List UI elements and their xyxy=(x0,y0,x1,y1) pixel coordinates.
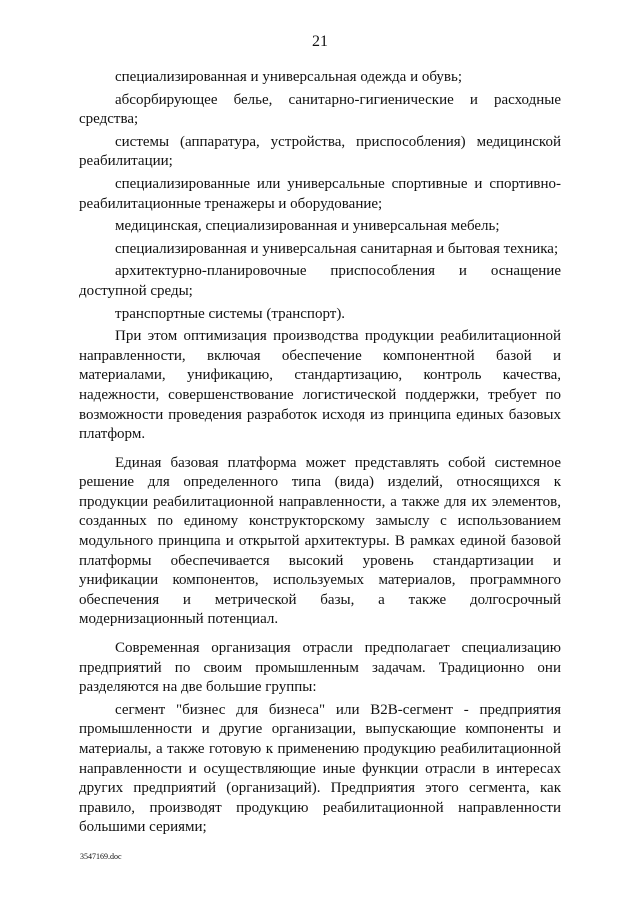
document-body xyxy=(79,68,561,838)
paragraph-trainers: специализированные или универсальные спортивные и спортивно-реабилитационные тренажеры и оборудование; xyxy=(79,175,561,212)
paragraph-transport: транспортные системы (транспорт). xyxy=(115,305,346,322)
paragraph-b2b-segment: сегмент "бизнес для бизнеса" или B2B-сегмент - предприятия промышленности и другие организации, выпускающие компоненты и материалы, а также готовую к применению продукцию реабилитационной направленности и осуществляющие иные функции отрасли в интересах других предприятий (организаций). Предприятия этого сегмента, как правило, производят продукцию реабилитационной направленности большими сериями; xyxy=(79,701,561,836)
paragraph-hygiene: абсорбирующее белье, санитарно-гигиенические и расходные средства; xyxy=(79,91,561,128)
paragraph-industry-organization: Современная организация отрасли предполагает специализацию предприятий по своим промышленным задачам. Традиционно они разделяются на две большие группы: xyxy=(79,640,561,696)
paragraph-medical-systems: системы (аппаратура, устройства, приспособления) медицинской реабилитации; xyxy=(79,133,561,170)
document-filename: 3547169.doc xyxy=(80,852,122,861)
paragraph-furniture: медицинская, специализированная и универсальная мебель; xyxy=(115,218,500,235)
paragraph-accessibility: архитектурно-планировочные приспособления и оснащение доступной среды; xyxy=(79,263,561,299)
paragraph-clothing: специализированная и универсальная одежда и обувь; xyxy=(115,69,463,85)
paragraph-optimization: При этом оптимизация производства продукции реабилитационной направленности, включая обеспечение компонентной базой и материалами, унификацию, стандартизацию, контроль качества, надежности, совершенствование логистической поддержки, требует по возможности проведения разработок исходя из принципа единых базовых платформ. xyxy=(79,328,561,443)
paragraph-appliances: специализированная и универсальная санитарная и бытовая техника; xyxy=(115,240,559,257)
page-number: 21 xyxy=(312,33,328,50)
paragraph-base-platform: Единая базовая платформа может представлять собой системное решение для определенного типа (вида) изделий, относящихся к продукции реабилитационной направленности, а также для их элементов, созданных по единому конструкторскому замыслу с использованием модульного принципа и открытой архитектуры. В рамках единой базовой платформы обеспечивается высокий уровень стандартизации и унификации компонентов, используемых материалов, программного обеспечения и метрической базы, а также долгосрочный модернизационный потенциал. xyxy=(79,454,561,628)
